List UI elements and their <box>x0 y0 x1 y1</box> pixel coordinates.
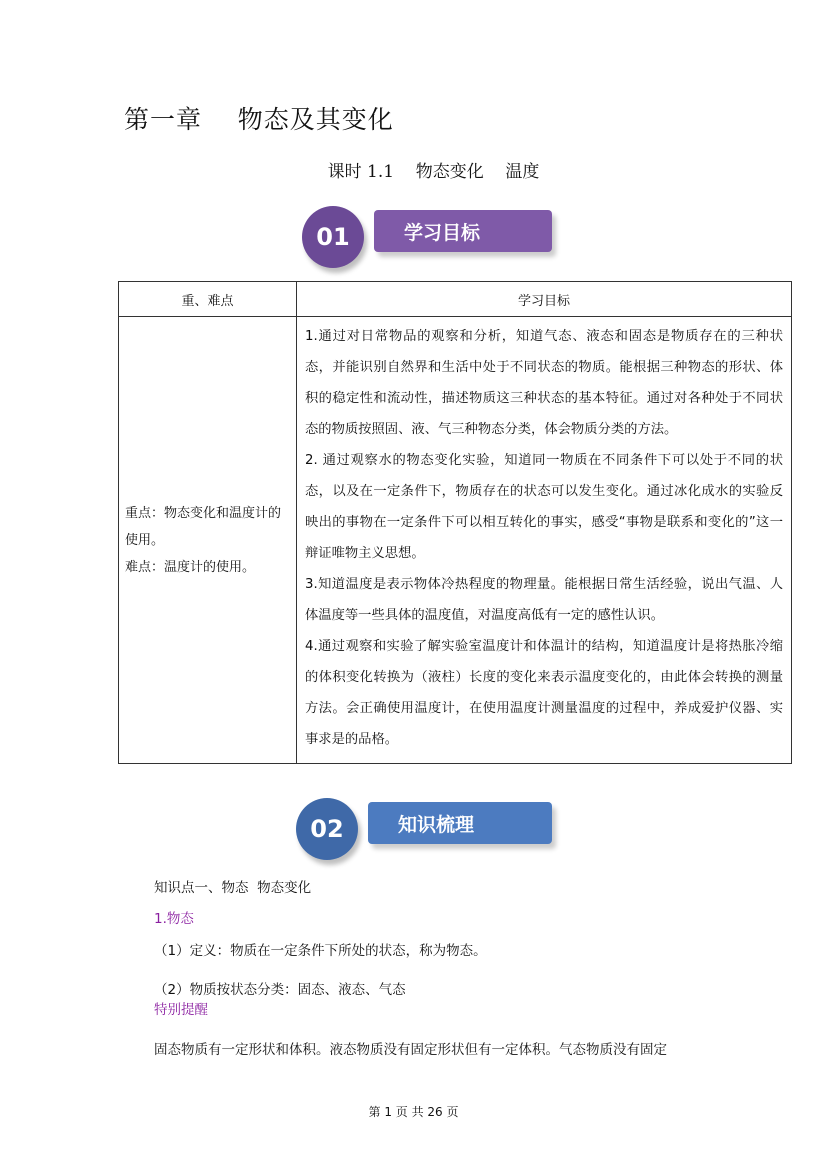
chapter-title: 第一章 物态及其变化 <box>124 105 394 134</box>
table-row <box>119 317 792 764</box>
goals-cell <box>297 317 792 764</box>
section-banner-knowledge <box>296 798 556 868</box>
special-tip-label: 特别提醒 <box>154 1002 208 1018</box>
lesson-title: 课时 1.1 物态变化 温度 <box>327 162 540 182</box>
goal-item: 1.通过对日常物品的观察和分析，知道气态、液态和固态是物质存在的三种状态，并能识别自然界和生活中处于不同状态的物质。能根据三种物态的形状、体积的稳定性和流动性，描述物质这三种状态的基本特征。通过对各种处于不同状态的物质按照固、液、气三种物态分类，体会物质分类的方法。 <box>305 329 783 437</box>
knowledge-point-heading: 知识点一、物态 物态变化 <box>154 880 312 896</box>
definition-text: （1）定义：物质在一定条件下所处的状态，称为物态。 <box>154 943 487 959</box>
table-header-row <box>119 282 792 317</box>
keypoint-difficult: 难点：温度计的使用。 <box>125 559 256 575</box>
goal-item: 3.知道温度是表示物体冷热程度的物理量。能根据日常生活经验，说出气温、人体温度等一些具体的温度值，对温度高低有一定的感性认识。 <box>305 577 783 623</box>
goal-item: 2. 通过观察水的物态变化实验，知道同一物质在不同条件下可以处于不同的状态，以及在一定条件下，物质存在的状态可以发生变化。通过冰化成水的实验反映出的事物在一定条件下可以相互转化的事实，感受“事物是联系和变化的”这一辩证唯物主义思想。 <box>305 453 783 561</box>
section-title-bar: 学习目标 <box>374 210 552 252</box>
header-keypoints: 重、难点 <box>119 282 297 317</box>
section-number-circle: 02 <box>296 798 358 860</box>
section-banner-goals <box>302 206 552 276</box>
header-goals: 学习目标 <box>297 282 792 317</box>
section-number-circle: 01 <box>302 206 364 268</box>
learning-goals-table <box>118 281 792 764</box>
page-footer: 第 1 页 共 26 页 <box>368 1105 459 1119</box>
keypoints-cell <box>119 317 297 764</box>
tip-text: 固态物质有一定形状和体积。液态物质没有固定形状但有一定体积。气态物质没有固定 <box>154 1042 667 1058</box>
keypoint-main: 重点：物态变化和温度计的使用。 <box>125 505 282 548</box>
classification-text: （2）物质按状态分类：固态、液态、气态 <box>154 982 406 998</box>
subheading-state: 1.物态 <box>154 911 194 927</box>
goal-item: 4.通过观察和实验了解实验室温度计和体温计的结构，知道温度计是将热胀冷缩的体积变化转换为（液柱）长度的变化来表示温度变化的，由此体会转换的测量方法。会正确使用温度计，在使用温度计测量温度的过程中，养成爱护仪器、实事求是的品格。 <box>305 639 783 747</box>
section-title-bar: 知识梳理 <box>368 802 552 844</box>
